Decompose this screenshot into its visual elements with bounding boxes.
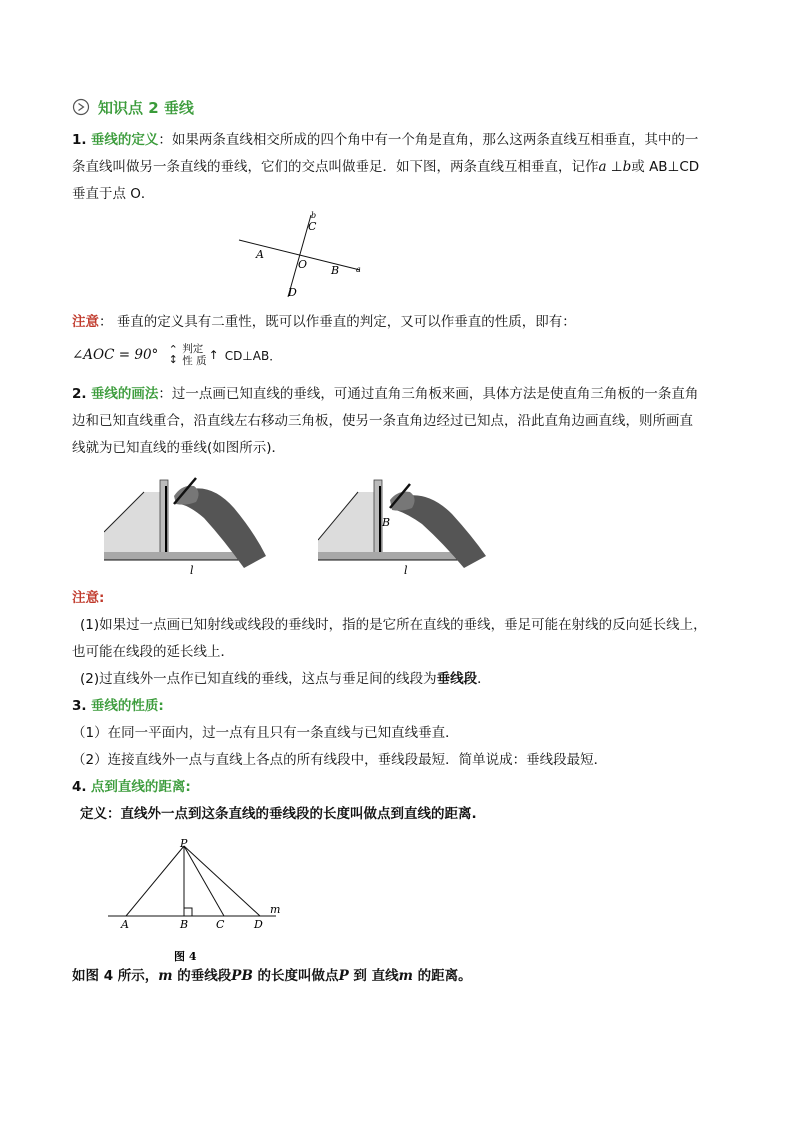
p1-line3: 垂直于点 O． [72, 186, 155, 202]
p3-title: 3. 垂线的性质: [72, 698, 164, 714]
label-m: m [270, 903, 281, 916]
p1-label: 垂线的定义 [90, 132, 159, 148]
p1-line1: 1. 垂线的定义：如果两条直线相交所成的四个角中有一个角是直角，那么这两条直线互相垂直，其中的一 [72, 132, 699, 148]
segment-PD [184, 846, 260, 916]
note2-title: 注意: [72, 590, 105, 606]
double-arrow-icon: ⌃ ↕ [168, 343, 178, 366]
label-C4: C [216, 918, 225, 931]
p3-label: 垂线的性质 [90, 698, 159, 714]
note2-item2: (2)过直线外一点作已知直线的垂线，这点与垂足间的线段为垂线段． [80, 671, 491, 687]
p3-item1: （1）在同一平面内，过一点有且只有一条直线与已知直线垂直． [72, 725, 459, 741]
label-D: D [288, 286, 297, 299]
p2-line2: 边和已知直线重合，沿直线左右移动三角板，使另一条直角边经过已知点，沿此直角边画直线，则所画直 [72, 413, 693, 429]
drawing-photo-right [318, 470, 490, 576]
distance-figure [104, 836, 294, 966]
label-b: b [311, 211, 317, 220]
note1-line: 注意： 垂直的定义具有二重性，既可以作垂直的判定，又可以作垂直的性质，即有： [72, 314, 576, 330]
label-O: O [298, 258, 308, 271]
label-A: A [256, 248, 264, 261]
label-B4: B [180, 918, 189, 931]
note1-label: 注意 [72, 314, 99, 330]
final-sentence: 如图 4 所示，m 的垂线段PB 的长度叫做点P 到 直线m 的距离。 [72, 968, 472, 984]
p2-line3: 线就为已知直线的垂线(如图所示)． [72, 440, 286, 456]
label-a: a [356, 265, 361, 274]
p2-line1: 2. 垂线的画法：过一点画已知直线的垂线，可通过直角三角板来画，具体方法是使直角三角板的一条直角 [72, 386, 699, 402]
note2-label: 注意 [72, 590, 99, 606]
label-P: P [180, 837, 188, 850]
section-heading [72, 96, 194, 118]
p4-label: 点到直线的距离 [90, 779, 186, 795]
label-B: B [331, 264, 340, 277]
p2-label: 垂线的画法 [90, 386, 159, 402]
label-C: C [308, 220, 317, 233]
segment-PC [184, 846, 224, 916]
note1-formula: ∠AOC = 90° ⌃ ↕ 判定 性 质 ↑ CD⊥AB． [72, 343, 282, 367]
arrow-circle-icon [72, 98, 90, 116]
p4-definition: 定义：直线外一点到这条直线的垂线段的长度叫做点到直线的距离. [80, 806, 477, 822]
label-A4: A [121, 918, 129, 931]
perpendicular-lines-figure [236, 210, 366, 302]
photo2-label-B: B [382, 516, 391, 529]
drawing-photo-left [104, 470, 268, 576]
p3-item2: （2）连接直线外一点与直线上各点的所有线段中，垂线段最短．简单说成：垂线段最短． [72, 752, 608, 768]
photo1-label-l: l [190, 564, 194, 576]
section-title: 知识点 2 垂线 [98, 98, 194, 117]
figure-caption: 图 4 [174, 950, 197, 963]
photo2-label-l: l [404, 564, 408, 576]
right-angle-mark [184, 908, 192, 916]
p1-line2: 条直线叫做另一条直线的垂线，它们的交点叫做垂足．如下图，两条直线互相垂直，记作a ⊥b或 AB⊥CD [72, 159, 700, 175]
note2-item1b: 也可能在线段的延长线上． [72, 644, 234, 660]
segment-PA [126, 846, 184, 916]
note2-item1a: (1)如果过一点画已知射线或线段的垂线时，指的是它所在直线的垂线，垂足可能在射线的反向延长线上， [80, 617, 707, 633]
label-D4: D [254, 918, 263, 931]
p4-title: 4. 点到直线的距离: [72, 779, 191, 795]
